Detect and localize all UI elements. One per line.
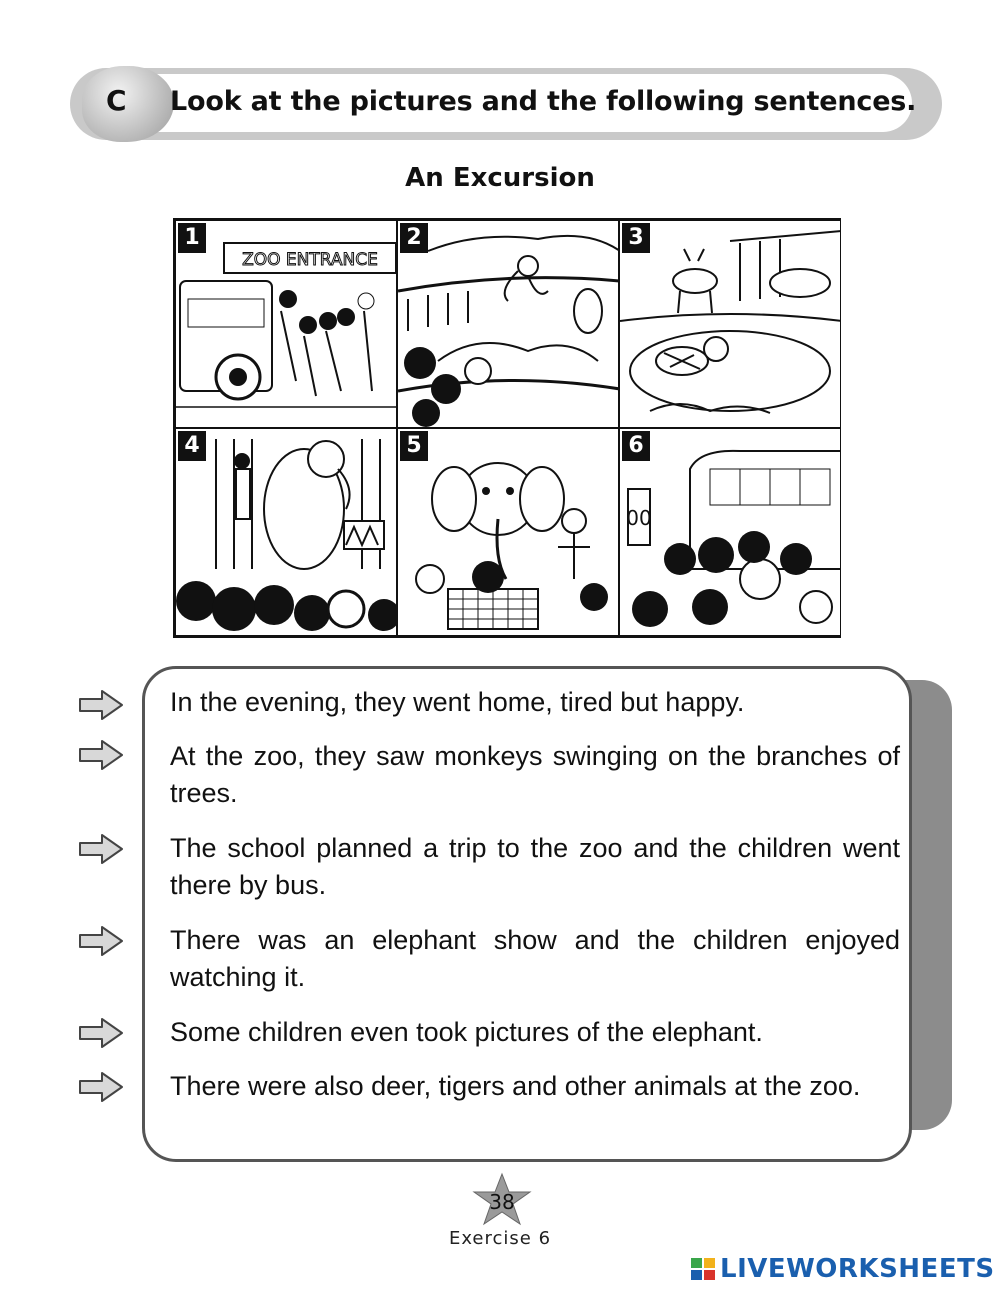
panel-number: 1: [178, 223, 206, 253]
elephant-show-illustration: [176, 429, 397, 636]
sentence-5[interactable]: Some children even took pictures of the elephant.: [170, 1017, 763, 1047]
picture-grid: [173, 218, 841, 638]
picture-panel-1: [175, 220, 397, 428]
arrow-bullet-icon[interactable]: [76, 1070, 126, 1104]
exercise-label: Exercise 6: [448, 1228, 552, 1249]
picture-panel-3: [619, 220, 841, 428]
monkeys-illustration: [398, 221, 619, 428]
zoo-entrance-sign: ZOO ENTRANCE: [242, 250, 378, 270]
sentence-3[interactable]: The school planned a trip to the zoo and the children went there by bus.: [170, 833, 900, 900]
page-number: 38: [489, 1190, 515, 1214]
worksheet-title: An Excursion: [405, 163, 595, 193]
panel-number: 5: [400, 431, 428, 461]
panel-number: 3: [622, 223, 650, 253]
arrow-bullet-icon[interactable]: [76, 1016, 126, 1050]
instruction-text: Look at the pictures and the following sentences.: [170, 86, 917, 117]
sentence-2[interactable]: At the zoo, they saw monkeys swinging on the branches of trees.: [170, 741, 900, 808]
panel-number: 4: [178, 431, 206, 461]
picture-panel-4: [175, 428, 397, 636]
deer-and-tiger-illustration: [620, 221, 841, 428]
brand-name: LIVEWORKSHEETS: [720, 1254, 995, 1284]
panel-number: 6: [622, 431, 650, 461]
bus-arrival-illustration: [176, 221, 397, 428]
arrow-bullet-icon[interactable]: [76, 738, 126, 772]
sentence-1[interactable]: In the evening, they went home, tired but happy.: [170, 687, 745, 717]
brand-logo[interactable]: [690, 1254, 995, 1284]
going-home-illustration: [620, 429, 841, 636]
sentence-6[interactable]: There were also deer, tigers and other animals at the zoo.: [170, 1071, 861, 1101]
picture-panel-6: [619, 428, 841, 636]
arrow-bullet-icon[interactable]: [76, 924, 126, 958]
section-letter: C: [106, 84, 127, 117]
sentence-4[interactable]: There was an elephant show and the children enjoyed watching it.: [170, 925, 900, 992]
picture-panel-5: [397, 428, 619, 636]
elephant-photo-illustration: [398, 429, 619, 636]
arrow-bullet-icon[interactable]: [76, 832, 126, 866]
liveworksheets-logo-icon: [690, 1257, 716, 1281]
panel-number: 2: [400, 223, 428, 253]
arrow-bullet-icon[interactable]: [76, 688, 126, 722]
bus-stop-sign: 00: [626, 506, 652, 530]
picture-panel-2: [397, 220, 619, 428]
